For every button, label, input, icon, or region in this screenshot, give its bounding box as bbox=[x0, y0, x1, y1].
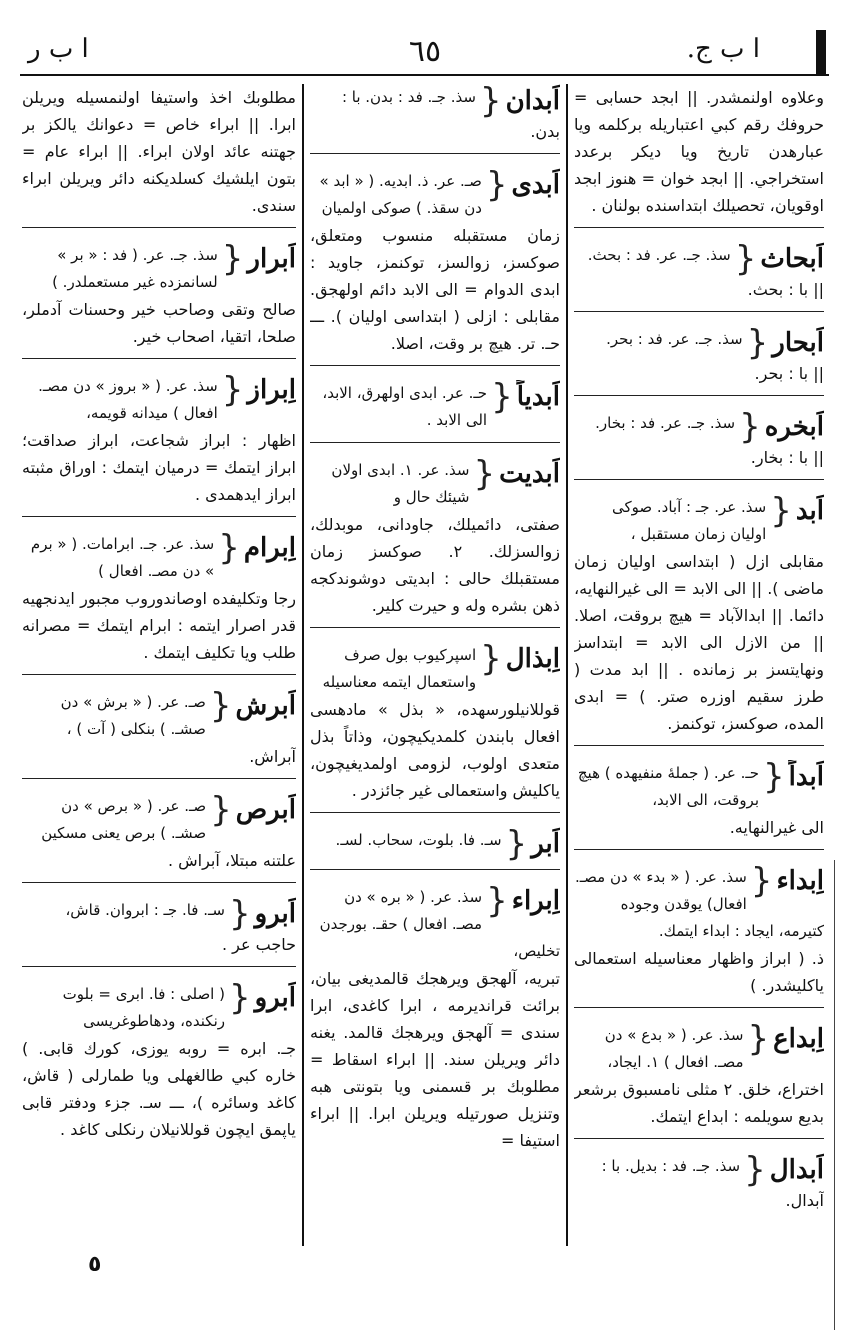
entry-definition: ذ. ( ابراز واظهار معناسيله استعمالى ياكليشدر. ) bbox=[574, 949, 824, 995]
dictionary-entry bbox=[310, 827, 560, 870]
brace-symbol: { bbox=[221, 373, 244, 410]
entry-definition: رجا وتكليفده اوصاندوروب مجبور ايدنجهيه قدر اصرار ايتمه : ابرام ايتمك = مصرانه طلب ويا تكليف ايتمك . bbox=[22, 589, 296, 662]
entry-grammar: سذ. جـ. عر. ( فد : « بر » لسانمزده غير مستعملدر. ) bbox=[52, 246, 218, 291]
brace-symbol: { bbox=[505, 827, 528, 864]
entry-definition: || با : بحر. bbox=[754, 364, 824, 383]
brace-symbol: { bbox=[485, 168, 508, 205]
continuation-text: مطلوبك اخذ واستيفا اولنمسيله ويريلن ابرا. || ابراء خاص = دعوانك يالكز بر جهتنه عائد اولان ابراء. || ابراء عام = بتون ايلشيك كسلديكنه دائر ويريلن ابراء سندى. bbox=[22, 84, 296, 228]
entry-grammar: حـ. عر. ( جملهٔ منفيهده ) هيچ بروقت، الى الابد، bbox=[577, 764, 760, 809]
brace-symbol: { bbox=[228, 897, 251, 934]
entry-definition: علتنه مبتلا، آبراش . bbox=[167, 851, 296, 870]
brace-symbol: { bbox=[734, 242, 757, 279]
entry-headword: اَبرو bbox=[254, 983, 296, 1013]
entry-definition: صفتى، دائميلك، جاودانى، موبدلك، زوالسزلك. ٢. صوكسز زمان مستقبلك حالى : ابديتى دوشوندكجه ذهن بشره وله و حيرت كلير. bbox=[310, 515, 560, 615]
scan-edge-line bbox=[834, 860, 835, 1330]
dictionary-entry bbox=[310, 168, 560, 366]
brace-symbol: { bbox=[218, 531, 240, 568]
brace-symbol: { bbox=[763, 760, 785, 797]
entry-grammar: اسپركيوب بول صرف واستعمال ايتمه معناسيله bbox=[322, 646, 477, 691]
brace-symbol: { bbox=[747, 1022, 770, 1059]
brace-symbol: { bbox=[479, 84, 502, 121]
entry-grammar: صـ. عر. ( « برص » دن صشـ. ) برص يعنى مسكين bbox=[41, 797, 207, 842]
entry-headword: اَبد bbox=[795, 496, 824, 526]
entry-definition: الى غيرالنهايه. bbox=[729, 818, 824, 837]
entry-definition: حاجب عر . bbox=[222, 935, 296, 954]
header-left-guide: ا ب ر bbox=[28, 34, 89, 64]
dictionary-entry bbox=[310, 380, 560, 443]
entry-headword: اَبدى bbox=[511, 170, 560, 200]
dictionary-entry bbox=[22, 531, 296, 675]
column-left bbox=[22, 84, 296, 1254]
entry-grammar: حـ. عر. ابدى اولهرق، الابد، الى الابد . bbox=[322, 384, 488, 429]
entry-definition: مقابلى ازل ( ابتداسى اوليان زمان ماضى ). || الى الابد = الى غيرالنهايه، دائما. || ابدالآباد = هيچ بروقت، اصلا. || من الازل الى الابد = ابتداسز ونهايتسز بر زمانده . || ابد مدت ( طرز سقيم اوزره صتر. ) = ابدى المده، صوكسز، توكنمز. bbox=[574, 552, 824, 733]
dictionary-entry bbox=[310, 457, 560, 628]
dictionary-entry bbox=[574, 1153, 824, 1222]
continuation-text: وعلاوه اولنمشدر. || ابجد حسابی = حروفك رقم كبي اعتباريله بركلمه ويا عبارهدن تاريخ ويا ديكر برعدد استخراجي. || ابجد خوان = هنوز ابجد اوقويان، تحصيلك ابتداسنده بولنان . bbox=[574, 84, 824, 228]
entry-grammar: سـ. فا. جـ : ابروان. قاش، bbox=[65, 901, 225, 919]
entry-headword: اَبرار bbox=[247, 244, 296, 274]
dictionary-entry bbox=[22, 981, 296, 1151]
entry-definition: || با : بخار. bbox=[750, 448, 824, 467]
entry-grammar: سذ. جـ. عر. فد : بخار. bbox=[595, 414, 736, 432]
entry-grammar: سذ. جـ. عر. فد : بحث. bbox=[587, 246, 731, 264]
entry-grammar: سذ. عر. جـ : آباد. صوكى اوليان زمان مستقبل ، bbox=[611, 498, 767, 543]
dictionary-entry bbox=[22, 897, 296, 967]
entry-headword: اِبراز bbox=[247, 375, 296, 405]
entry-headword: اِبرام bbox=[243, 533, 296, 563]
column-middle bbox=[310, 84, 560, 1254]
header-right-guide: ا ب ج. bbox=[686, 34, 760, 64]
entry-grammar: سذ. عر. ( « بره » دن مصـ. افعال ) حقـ. بورجدن تخليص، bbox=[319, 888, 560, 960]
dictionary-entry bbox=[574, 1022, 824, 1139]
brace-symbol: { bbox=[210, 793, 232, 830]
entry-headword: اَبحار bbox=[772, 328, 824, 358]
entry-headword: اَبداً bbox=[788, 762, 824, 792]
entry-headword: اَبخره bbox=[764, 412, 824, 442]
entry-definition: صالح وتقى وصاحب خير وحسنات آدملر، صلحا، اتقيا، اصحاب خير. bbox=[22, 300, 296, 346]
dictionary-entry bbox=[22, 373, 296, 517]
entry-grammar: سـ. فا. بلوت، سحاب. لسـ. bbox=[335, 831, 502, 849]
entry-definition: بدن. bbox=[530, 122, 560, 141]
entry-headword: اَبديت bbox=[499, 459, 560, 489]
brace-symbol: { bbox=[744, 1153, 766, 1190]
entry-grammar: سذ. عر. ١. ابدى اولان شيئك حال و bbox=[331, 461, 470, 506]
entry-headword: اِبراء bbox=[511, 886, 560, 916]
header-rule bbox=[20, 74, 829, 76]
column-divider-left bbox=[302, 84, 304, 1246]
brace-symbol: { bbox=[746, 326, 769, 363]
dictionary-entry bbox=[574, 864, 824, 1008]
entry-definition: زمان مستقبله منسوب ومتعلق، صوكسز، زوالسز، توكنمز، جاويد : ابدى الدوام = الى الابد دائم اولهجق. مقابلى : ازلى ( ابتداسى اوليان ). ـــ حـ. تر. هيچ بر وقت، اصلا. bbox=[310, 226, 560, 353]
entry-grammar: سذ. عر. ( « بروز » دن مصـ. افعال ) ميدانه قويمه، bbox=[38, 377, 218, 422]
entry-grammar: سذ. جـ. عر. فد : بحر. bbox=[606, 330, 743, 348]
page-header bbox=[20, 30, 830, 72]
entry-headword: اَبرص bbox=[235, 795, 296, 825]
dictionary-entry bbox=[310, 642, 560, 813]
entry-grammar: سذ. جـ. فد : بدن. با : bbox=[341, 88, 476, 106]
entry-grammar: سذ. عر. جـ. ابرامات. ( « برم » دن مصـ. افعال ) bbox=[30, 535, 215, 580]
entry-definition: اختراع، خلق. ٢ مثلى نامسبوق برشعر بديع سويلمه : ابداع ايتمك. bbox=[574, 1080, 824, 1126]
entry-headword: اَبرش bbox=[235, 691, 296, 721]
entry-grammar: ( اصلى : فا. ابرى = بلوت رنكنده، ودهاطوغريسى bbox=[62, 985, 225, 1030]
entry-definition: جـ. ابره = روبه يوزى، كورك قابى. ) خاره كبي طالغهلى ويا طمارلى ( قاش، كاغد وسائره )، ـــ سـ. جزء ودفتر قابى ياپمق ايچون قوللانيلان رنكلى كاغد . bbox=[22, 1039, 296, 1139]
brace-symbol: { bbox=[209, 689, 232, 726]
footer-signature: ٥ bbox=[88, 1252, 102, 1277]
entry-definition: آبدال. bbox=[785, 1191, 824, 1210]
column-divider-right bbox=[566, 84, 568, 1246]
brace-symbol: { bbox=[221, 242, 244, 279]
entry-definition: تبريه، آلهجق ويرهجك قالمديغى بيان، برائت قرانديرمه ، ابرا كاغدى، ابرا سندى = آلهجق ويرهجك قالمد. يغنه دائر ويريلن سند. || ابراء اسقاط = مطلوبك بر قسمنى ويا بتونتى هبه وتنزيل صورتيله ويريلن ابرا. || ابراء استيفا = bbox=[310, 969, 560, 1150]
header-page-number: ٦٥ bbox=[408, 34, 442, 69]
entry-list bbox=[574, 242, 824, 1222]
dictionary-entry bbox=[310, 84, 560, 154]
brace-symbol: { bbox=[486, 884, 508, 921]
brace-symbol: { bbox=[750, 864, 773, 901]
entry-headword: اَبحاث bbox=[760, 244, 824, 274]
entry-grammar: سذ. عر. ( « بدء » دن مصـ. افعال) يوقدن وجوده كتيرمه، ايجاد : ابداء ايتمك. bbox=[575, 868, 824, 940]
entry-grammar: صـ. عر. ( « برش » دن صشـ. ) بنكلى ( آت ) ، bbox=[60, 693, 206, 738]
entry-headword: اَبرو bbox=[254, 899, 296, 929]
dictionary-entry bbox=[22, 242, 296, 359]
entry-definition: آبراش. bbox=[249, 747, 296, 766]
entry-definition: اظهار : ابراز شجاعت، ابراز صداقت؛ ابراز ايتمك = درميان ايتمك : اوراق مثبته ابراز ايدهمدى . bbox=[22, 431, 296, 504]
entry-headword: اَبدان bbox=[505, 86, 560, 116]
entry-headword: اَبر bbox=[531, 829, 560, 859]
dictionary-entry bbox=[310, 884, 560, 1162]
entry-definition: قوللانيلورسهده، « بذل » مادهسى افعال بابندن كلمديكيچون، وذاتاً بذل متعدى اولوب، لزومى اولمديغيچون، ياكليش واستعمالى غير جائزدر . bbox=[310, 700, 560, 800]
entry-headword: اِبداع bbox=[773, 1024, 824, 1054]
brace-symbol: { bbox=[228, 981, 251, 1018]
dictionary-entry bbox=[574, 242, 824, 312]
brace-symbol: { bbox=[491, 380, 513, 417]
entry-grammar: سذ. عر. ( « بدع » دن مصـ. افعال ) ١. ايجاد، bbox=[604, 1026, 744, 1071]
brace-symbol: { bbox=[739, 410, 761, 447]
column-right bbox=[574, 84, 824, 1254]
entry-headword: اِبداء bbox=[776, 866, 824, 896]
brace-symbol: { bbox=[480, 642, 502, 679]
entry-headword: اِبذال bbox=[505, 644, 560, 674]
dictionary-entry bbox=[574, 410, 824, 480]
dictionary-entry bbox=[574, 326, 824, 396]
entry-list bbox=[310, 84, 560, 1162]
entry-grammar: صـ. عر. ذ. ابديه. ( « ابد » دن سقذ. ) صوكى اولميان bbox=[319, 172, 482, 217]
dictionary-entry bbox=[574, 494, 824, 746]
dictionary-entry bbox=[22, 793, 296, 883]
corner-mark bbox=[816, 30, 826, 74]
dictionary-entry bbox=[22, 689, 296, 779]
entry-headword: اَبدياً bbox=[516, 382, 560, 412]
dictionary-entry bbox=[574, 760, 824, 850]
entry-definition: || با : بحث. bbox=[747, 280, 824, 299]
brace-symbol: { bbox=[473, 457, 496, 494]
entry-list bbox=[22, 242, 296, 1151]
brace-symbol: { bbox=[770, 494, 792, 531]
entry-grammar: سذ. جـ. فد : بديل. با : bbox=[601, 1157, 741, 1175]
entry-headword: اَبدال bbox=[769, 1155, 824, 1185]
